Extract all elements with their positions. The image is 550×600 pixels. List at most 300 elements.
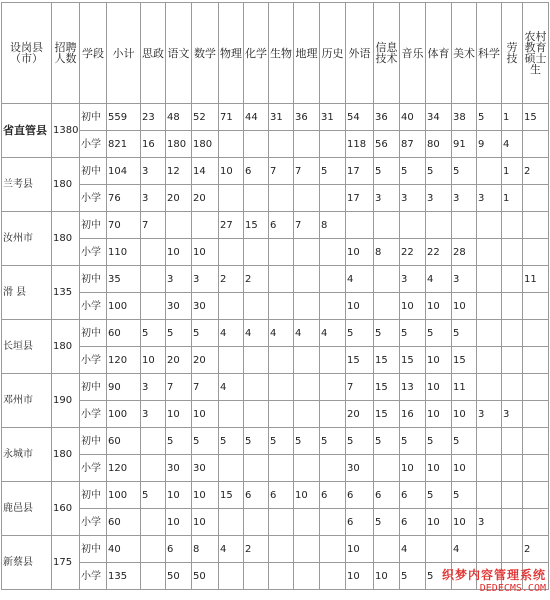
subject-count-cell <box>502 374 523 401</box>
table-row <box>2 428 549 455</box>
subject-count-cell: 3 <box>141 185 166 212</box>
county-cell: 邓州市 <box>2 374 52 428</box>
subject-count-cell <box>477 455 502 482</box>
stage-cell: 小学 <box>80 563 107 590</box>
header-subject: 农村教育硕士生 <box>523 3 549 104</box>
subtotal-cell: 100 <box>107 401 141 428</box>
subject-count-cell <box>477 536 502 563</box>
subject-count-cell: 4 <box>294 320 320 347</box>
subject-count-cell: 6 <box>269 482 294 509</box>
stage-cell: 初中 <box>80 374 107 401</box>
subject-count-cell: 16 <box>400 401 426 428</box>
subject-count-cell: 15 <box>400 347 426 374</box>
subject-count-cell <box>374 536 400 563</box>
stage-cell: 小学 <box>80 131 107 158</box>
header-recruits: 招聘人数 <box>52 3 80 104</box>
subject-count-cell <box>523 347 549 374</box>
subject-count-cell: 10 <box>400 293 426 320</box>
subject-count-cell: 5 <box>477 104 502 131</box>
table-row <box>2 455 549 482</box>
subject-count-cell <box>523 509 549 536</box>
subject-count-cell: 4 <box>320 320 346 347</box>
subject-count-cell: 38 <box>452 104 477 131</box>
subject-count-cell: 3 <box>141 158 166 185</box>
subject-count-cell <box>294 455 320 482</box>
subject-count-cell: 5 <box>374 320 400 347</box>
subject-count-cell <box>477 212 502 239</box>
subject-count-cell: 6 <box>400 509 426 536</box>
subject-count-cell: 56 <box>374 131 400 158</box>
subject-count-cell <box>374 266 400 293</box>
subject-count-cell <box>294 401 320 428</box>
subject-count-cell <box>320 374 346 401</box>
table-row <box>2 185 549 212</box>
subject-count-cell: 3 <box>400 266 426 293</box>
subject-count-cell <box>523 374 549 401</box>
header-subject: 科学 <box>477 3 502 104</box>
subject-count-cell <box>426 536 452 563</box>
subject-count-cell: 91 <box>452 131 477 158</box>
subject-count-cell <box>426 212 452 239</box>
subject-count-cell: 87 <box>400 131 426 158</box>
subject-count-cell: 28 <box>452 239 477 266</box>
subject-count-cell: 5 <box>141 320 166 347</box>
header-subject: 语文 <box>166 3 192 104</box>
subject-count-cell: 5 <box>426 563 452 590</box>
subject-count-cell: 10 <box>192 401 219 428</box>
recruits-cell: 180 <box>52 212 80 266</box>
table-row <box>2 266 549 293</box>
table-row <box>2 374 549 401</box>
header-subject: 历史 <box>320 3 346 104</box>
watermark-url: DEDECMS.COM <box>479 583 546 594</box>
subject-count-cell <box>244 374 269 401</box>
subject-count-cell: 16 <box>141 131 166 158</box>
subject-count-cell: 13 <box>400 374 426 401</box>
subject-count-cell: 20 <box>346 401 374 428</box>
subject-count-cell <box>294 563 320 590</box>
subject-count-cell: 11 <box>452 374 477 401</box>
subject-count-cell <box>523 482 549 509</box>
subject-count-cell: 4 <box>219 536 244 563</box>
subject-count-cell: 3 <box>477 401 502 428</box>
table-row <box>2 158 549 185</box>
subject-count-cell: 10 <box>192 482 219 509</box>
subject-count-cell: 15 <box>374 401 400 428</box>
subject-count-cell: 17 <box>346 158 374 185</box>
subject-count-cell <box>244 509 269 536</box>
stage-cell: 小学 <box>80 185 107 212</box>
subject-count-cell: 52 <box>192 104 219 131</box>
subject-count-cell <box>269 374 294 401</box>
subject-count-cell: 5 <box>452 158 477 185</box>
recruits-cell: 180 <box>52 320 80 374</box>
subject-count-cell: 3 <box>141 374 166 401</box>
subject-count-cell: 11 <box>523 266 549 293</box>
subject-count-cell: 7 <box>192 374 219 401</box>
subject-count-cell: 5 <box>400 320 426 347</box>
subject-count-cell <box>269 239 294 266</box>
subject-count-cell: 10 <box>166 239 192 266</box>
subject-count-cell: 5 <box>346 320 374 347</box>
header-subject: 化学 <box>244 3 269 104</box>
subject-count-cell <box>219 347 244 374</box>
subject-count-cell: 10 <box>294 482 320 509</box>
header-subject: 信息技术 <box>374 3 400 104</box>
subject-count-cell: 36 <box>374 104 400 131</box>
header-subject: 音乐 <box>400 3 426 104</box>
subject-count-cell: 3 <box>452 266 477 293</box>
subject-count-cell: 4 <box>346 266 374 293</box>
subject-count-cell: 5 <box>426 320 452 347</box>
subject-count-cell: 9 <box>477 131 502 158</box>
subject-count-cell: 3 <box>166 266 192 293</box>
county-cell: 汝州市 <box>2 212 52 266</box>
subject-count-cell: 10 <box>346 563 374 590</box>
subtotal-cell: 110 <box>107 239 141 266</box>
header-subject: 地理 <box>294 3 320 104</box>
subject-count-cell <box>502 536 523 563</box>
subject-count-cell: 3 <box>426 185 452 212</box>
subject-count-cell: 2 <box>523 158 549 185</box>
subject-count-cell <box>452 212 477 239</box>
table-row <box>2 131 549 158</box>
stage-cell: 小学 <box>80 347 107 374</box>
subtotal-cell: 104 <box>107 158 141 185</box>
subject-count-cell <box>141 536 166 563</box>
subject-count-cell: 7 <box>346 374 374 401</box>
stage-cell: 小学 <box>80 239 107 266</box>
subject-count-cell: 5 <box>141 482 166 509</box>
subject-count-cell <box>523 428 549 455</box>
subtotal-cell: 76 <box>107 185 141 212</box>
table-row <box>2 482 549 509</box>
county-cell: 新蔡县 <box>2 536 52 590</box>
subject-count-cell: 5 <box>400 428 426 455</box>
subject-count-cell: 4 <box>269 320 294 347</box>
subject-count-cell: 20 <box>192 347 219 374</box>
header-stage: 学段 <box>80 3 107 104</box>
subject-count-cell <box>477 293 502 320</box>
subject-count-cell: 6 <box>400 482 426 509</box>
subject-count-cell: 15 <box>452 347 477 374</box>
subject-count-cell <box>346 212 374 239</box>
subject-count-cell <box>502 482 523 509</box>
stage-cell: 初中 <box>80 482 107 509</box>
header-subject: 思政 <box>141 3 166 104</box>
subject-count-cell: 4 <box>502 131 523 158</box>
subject-count-cell: 30 <box>346 455 374 482</box>
subject-count-cell <box>320 131 346 158</box>
subject-count-cell: 5 <box>244 428 269 455</box>
stage-cell: 初中 <box>80 104 107 131</box>
table-row <box>2 401 549 428</box>
subject-count-cell: 1 <box>502 104 523 131</box>
header-subject: 物理 <box>219 3 244 104</box>
subject-count-cell <box>269 131 294 158</box>
subtotal-cell: 559 <box>107 104 141 131</box>
subject-count-cell <box>244 563 269 590</box>
subject-count-cell: 7 <box>166 374 192 401</box>
header-county: 设岗县（市） <box>2 3 52 104</box>
subject-count-cell: 3 <box>192 266 219 293</box>
subject-count-cell: 27 <box>219 212 244 239</box>
subject-count-cell: 4 <box>219 374 244 401</box>
subject-count-cell: 6 <box>244 482 269 509</box>
subject-count-cell: 10 <box>452 401 477 428</box>
recruits-cell: 1380 <box>52 104 80 158</box>
subject-count-cell: 10 <box>426 374 452 401</box>
subject-count-cell: 4 <box>452 536 477 563</box>
county-cell: 长垣县 <box>2 320 52 374</box>
subject-count-cell: 34 <box>426 104 452 131</box>
subject-count-cell <box>269 455 294 482</box>
subject-count-cell <box>320 455 346 482</box>
subject-count-cell <box>320 536 346 563</box>
subject-count-cell: 36 <box>294 104 320 131</box>
subject-count-cell: 6 <box>244 158 269 185</box>
subject-count-cell: 10 <box>192 509 219 536</box>
county-cell: 兰考县 <box>2 158 52 212</box>
subject-count-cell <box>523 320 549 347</box>
recruits-cell: 190 <box>52 374 80 428</box>
subject-count-cell <box>294 374 320 401</box>
subject-count-cell: 10 <box>374 563 400 590</box>
subject-count-cell <box>374 455 400 482</box>
subject-count-cell: 44 <box>244 104 269 131</box>
subject-count-cell: 20 <box>166 347 192 374</box>
subject-count-cell <box>320 266 346 293</box>
subject-count-cell: 3 <box>141 401 166 428</box>
subject-count-cell <box>141 563 166 590</box>
subject-count-cell: 31 <box>269 104 294 131</box>
subject-count-cell: 54 <box>346 104 374 131</box>
subtotal-cell: 100 <box>107 482 141 509</box>
subject-count-cell <box>320 347 346 374</box>
subject-count-cell: 5 <box>192 320 219 347</box>
subject-count-cell <box>523 212 549 239</box>
subject-count-cell: 50 <box>166 563 192 590</box>
subject-count-cell: 5 <box>374 428 400 455</box>
subtotal-cell: 60 <box>107 320 141 347</box>
subject-count-cell: 118 <box>346 131 374 158</box>
subject-count-cell <box>219 401 244 428</box>
subject-count-cell: 5 <box>166 320 192 347</box>
subject-count-cell: 3 <box>502 401 523 428</box>
subject-count-cell <box>523 239 549 266</box>
subject-count-cell <box>502 212 523 239</box>
subject-count-cell <box>320 563 346 590</box>
subject-count-cell <box>523 401 549 428</box>
subject-count-cell <box>141 293 166 320</box>
subject-count-cell <box>477 374 502 401</box>
subject-count-cell <box>502 509 523 536</box>
subject-count-cell: 5 <box>219 428 244 455</box>
header-subject: 外语 <box>346 3 374 104</box>
county-cell: 鹿邑县 <box>2 482 52 536</box>
subject-count-cell: 3 <box>374 185 400 212</box>
subject-count-cell <box>294 185 320 212</box>
subject-count-cell: 8 <box>374 239 400 266</box>
subject-count-cell: 5 <box>426 428 452 455</box>
header-subject: 数学 <box>192 3 219 104</box>
subtotal-cell: 821 <box>107 131 141 158</box>
subject-count-cell <box>523 455 549 482</box>
subject-count-cell <box>294 536 320 563</box>
table-row <box>2 347 549 374</box>
recruits-cell: 135 <box>52 266 80 320</box>
subject-count-cell <box>477 158 502 185</box>
recruits-cell: 180 <box>52 158 80 212</box>
stage-cell: 小学 <box>80 455 107 482</box>
header-subject: 美术 <box>452 3 477 104</box>
subject-count-cell <box>502 428 523 455</box>
subject-count-cell <box>477 266 502 293</box>
subject-count-cell: 80 <box>426 131 452 158</box>
subject-count-cell <box>374 293 400 320</box>
subject-count-cell <box>166 212 192 239</box>
stage-cell: 初中 <box>80 158 107 185</box>
subject-count-cell <box>502 320 523 347</box>
subject-count-cell: 30 <box>166 455 192 482</box>
stage-cell: 小学 <box>80 293 107 320</box>
subject-count-cell: 10 <box>346 536 374 563</box>
subject-count-cell: 23 <box>141 104 166 131</box>
subject-count-cell <box>374 212 400 239</box>
subject-count-cell: 10 <box>192 239 219 266</box>
subject-count-cell: 30 <box>192 455 219 482</box>
subject-count-cell <box>269 266 294 293</box>
table-row <box>2 212 549 239</box>
subject-count-cell: 7 <box>141 212 166 239</box>
subject-count-cell <box>141 509 166 536</box>
subject-count-cell: 40 <box>400 104 426 131</box>
subject-count-cell <box>477 428 502 455</box>
subject-count-cell: 10 <box>426 293 452 320</box>
subject-count-cell <box>320 293 346 320</box>
stage-cell: 初中 <box>80 320 107 347</box>
subject-count-cell: 5 <box>400 158 426 185</box>
subject-count-cell: 10 <box>219 158 244 185</box>
subject-count-cell: 15 <box>523 104 549 131</box>
subject-count-cell: 1 <box>502 158 523 185</box>
subject-count-cell: 6 <box>269 212 294 239</box>
subject-count-cell: 12 <box>166 158 192 185</box>
table-body <box>2 104 549 590</box>
subject-count-cell: 3 <box>477 185 502 212</box>
subject-count-cell: 2 <box>244 536 269 563</box>
recruits-cell: 160 <box>52 482 80 536</box>
subject-count-cell: 10 <box>166 482 192 509</box>
subject-count-cell: 1 <box>502 185 523 212</box>
subject-count-cell <box>320 239 346 266</box>
subject-count-cell: 5 <box>346 428 374 455</box>
subject-count-cell: 48 <box>166 104 192 131</box>
stage-cell: 小学 <box>80 401 107 428</box>
subject-count-cell: 5 <box>426 482 452 509</box>
subject-count-cell <box>269 536 294 563</box>
subject-count-cell <box>523 293 549 320</box>
subject-count-cell <box>141 239 166 266</box>
subject-count-cell: 15 <box>346 347 374 374</box>
subject-count-cell <box>269 563 294 590</box>
table-row <box>2 293 549 320</box>
subject-count-cell: 15 <box>219 482 244 509</box>
subject-count-cell: 10 <box>166 509 192 536</box>
subtotal-cell: 35 <box>107 266 141 293</box>
header-subject: 劳技 <box>502 3 523 104</box>
subject-count-cell: 22 <box>400 239 426 266</box>
county-cell: 永城市 <box>2 428 52 482</box>
subject-count-cell: 14 <box>192 158 219 185</box>
subject-count-cell <box>269 347 294 374</box>
subject-count-cell <box>219 455 244 482</box>
subject-count-cell <box>269 185 294 212</box>
subject-count-cell: 6 <box>320 482 346 509</box>
subject-count-cell: 10 <box>400 455 426 482</box>
subject-count-cell <box>244 293 269 320</box>
subject-count-cell <box>294 266 320 293</box>
subject-count-cell: 10 <box>141 347 166 374</box>
table-header <box>2 3 549 104</box>
subject-count-cell: 6 <box>374 482 400 509</box>
stage-cell: 初中 <box>80 266 107 293</box>
subject-count-cell: 3 <box>452 185 477 212</box>
subject-count-cell <box>400 212 426 239</box>
subject-count-cell <box>477 320 502 347</box>
subject-count-cell: 2 <box>523 536 549 563</box>
subject-count-cell: 4 <box>244 320 269 347</box>
subject-count-cell <box>320 509 346 536</box>
subject-count-cell: 20 <box>166 185 192 212</box>
subject-count-cell: 15 <box>374 347 400 374</box>
subject-count-cell <box>294 239 320 266</box>
subtotal-cell: 120 <box>107 347 141 374</box>
subject-count-cell: 17 <box>346 185 374 212</box>
subject-count-cell: 10 <box>426 455 452 482</box>
subject-count-cell <box>502 239 523 266</box>
subject-count-cell <box>502 347 523 374</box>
recruits-cell: 180 <box>52 428 80 482</box>
subject-count-cell: 5 <box>192 428 219 455</box>
subject-count-cell: 8 <box>320 212 346 239</box>
subject-count-cell: 5 <box>166 428 192 455</box>
subject-count-cell <box>141 266 166 293</box>
subject-count-cell: 5 <box>374 158 400 185</box>
subject-count-cell: 10 <box>166 401 192 428</box>
subject-count-cell: 5 <box>400 563 426 590</box>
subtotal-cell: 60 <box>107 428 141 455</box>
subject-count-cell: 4 <box>400 536 426 563</box>
subject-count-cell: 10 <box>426 347 452 374</box>
table-row <box>2 509 549 536</box>
subject-count-cell <box>244 239 269 266</box>
subject-count-cell: 3 <box>477 509 502 536</box>
subject-count-cell <box>294 347 320 374</box>
subject-count-cell <box>502 266 523 293</box>
subject-count-cell: 10 <box>346 239 374 266</box>
subject-count-cell: 5 <box>320 428 346 455</box>
subject-count-cell: 2 <box>219 266 244 293</box>
recruits-cell: 175 <box>52 536 80 590</box>
subject-count-cell <box>294 293 320 320</box>
subject-count-cell: 3 <box>400 185 426 212</box>
subject-count-cell: 2 <box>244 266 269 293</box>
subject-count-cell: 7 <box>294 158 320 185</box>
stage-cell: 初中 <box>80 428 107 455</box>
subject-count-cell: 31 <box>320 104 346 131</box>
subject-count-cell: 10 <box>426 509 452 536</box>
